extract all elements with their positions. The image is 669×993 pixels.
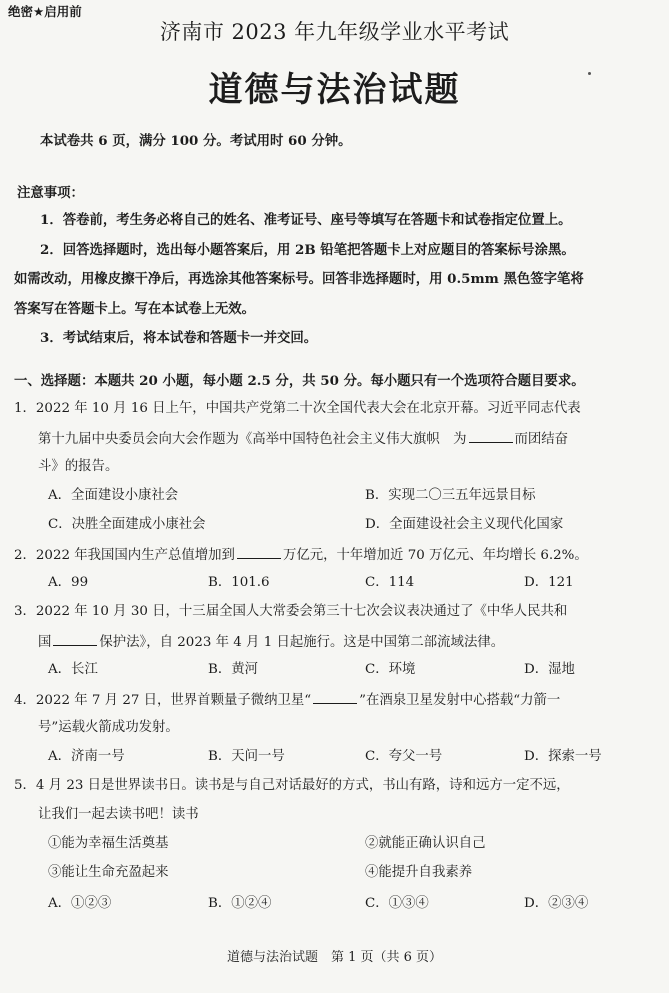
- question-3-option-d: D．湿地: [524, 662, 575, 677]
- question-2-option-c: C．114: [365, 575, 415, 590]
- notice-line: 1．答卷前，考生务必将自己的姓名、准考证号、座号等填写在答题卡和试卷指定位置上。: [40, 212, 572, 228]
- question-1-option-b: B．实现二〇三五年远景目标: [365, 488, 536, 503]
- notice-line: 如需改动，用橡皮擦干净后，再选涂其他答案标号。回答非选择题时，用 0.5mm 黑色签字笔将: [14, 271, 584, 287]
- question-3-option-c: C．环境: [365, 662, 416, 677]
- page-footer: 道德与法治试题 第 1 页（共 6 页）: [226, 950, 443, 965]
- question-5-option-a: A．①②③: [48, 896, 112, 911]
- answer-blank: [53, 631, 97, 646]
- notice-heading: 注意事项：: [17, 185, 84, 201]
- question-1-text: 1．2022 年 10 月 16 日上午，中国共产党第二十次全国代表大会在北京开幕。习近平同志代表: [14, 401, 581, 416]
- question-1-option-d: D．全面建设社会主义现代化国家: [365, 517, 564, 532]
- confidential-label: 绝密★启用前: [8, 4, 82, 19]
- question-3-option-b: B．黄河: [208, 662, 259, 677]
- scan-speck: [588, 72, 591, 75]
- question-1-option-c: C．决胜全面建成小康社会: [48, 517, 206, 532]
- question-5-option-c: C．①③④: [365, 896, 429, 911]
- answer-blank: [469, 428, 513, 443]
- question-5-statement-2: ②就能正确认识自己: [365, 836, 486, 851]
- question-2-option-a: A．99: [48, 575, 89, 590]
- subject-title: 道德与法治试题: [208, 70, 461, 110]
- question-2-text: 2．2022 年我国国内生产总值增加到 万亿元，十年增加近 70 万亿元、年均增长 6.2%。: [14, 544, 588, 566]
- answer-blank: [313, 689, 357, 704]
- question-3-text: 3．2022 年 10 月 30 日，十三届全国人大常委会第三十七次会议表决通过了《中华人民共和: [14, 604, 568, 619]
- notice-line: 3．考试结束后，将本试卷和答题卡一并交回。: [40, 330, 318, 346]
- notice-line: 2．回答选择题时，选出每小题答案后，用 2B 铅笔把答题卡上对应题目的答案标号涂黑。: [40, 242, 575, 258]
- question-1-text: 第十九届中央委员会向大会作题为《高举中国特色社会主义伟大旗帜 为 而团结奋: [38, 428, 568, 450]
- question-5-text: 5．4 月 23 日是世界读书日。读书是与自己对话最好的方式，书山有路，诗和远方一定不远，: [14, 778, 570, 793]
- question-3-option-a: A．长江: [48, 662, 98, 677]
- section-heading: 一、选择题：本题共 20 小题，每小题 2.5 分，共 50 分。每小题只有一个选项符合题目要求。: [14, 373, 585, 389]
- question-4-option-b: B．天问一号: [208, 749, 285, 764]
- question-5-statement-4: ④能提升自我素养: [365, 865, 473, 880]
- notice-line: 答案写在答题卡上。写在本试卷上无效。: [14, 301, 256, 317]
- question-2-option-d: D．121: [524, 575, 574, 590]
- question-5-option-b: B．①②④: [208, 896, 272, 911]
- question-5-text: 让我们一起去读书吧！读书: [38, 807, 199, 822]
- question-5-statement-3: ③能让生命充盈起来: [48, 865, 169, 880]
- answer-blank: [237, 544, 281, 559]
- question-3-text: 国 保护法》，自 2023 年 4 月 1 日起施行。这是中国第二部流域法律。: [38, 631, 504, 653]
- question-5-statement-1: ①能为幸福生活奠基: [48, 836, 169, 851]
- question-4-text: 号”运载火箭成功发射。: [38, 720, 179, 735]
- question-4-option-c: C．夸父一号: [365, 749, 443, 764]
- question-4-option-a: A．济南一号: [48, 749, 125, 764]
- intro-line: 本试卷共 6 页，满分 100 分。考试用时 60 分钟。: [40, 133, 352, 149]
- exam-title: 济南市 2023 年九年级学业水平考试: [159, 20, 510, 44]
- question-4-option-d: D．探索一号: [524, 749, 602, 764]
- question-4-text: 4．2022 年 7 月 27 日，世界首颗量子微纳卫星“ ”在酒泉卫星发射中心搭载“力箭一: [14, 689, 560, 711]
- question-1-option-a: A．全面建设小康社会: [48, 488, 179, 503]
- question-1-text: 斗》的报告。: [38, 459, 119, 474]
- question-5-option-d: D．②③④: [524, 896, 589, 911]
- question-2-option-b: B．101.6: [208, 575, 270, 590]
